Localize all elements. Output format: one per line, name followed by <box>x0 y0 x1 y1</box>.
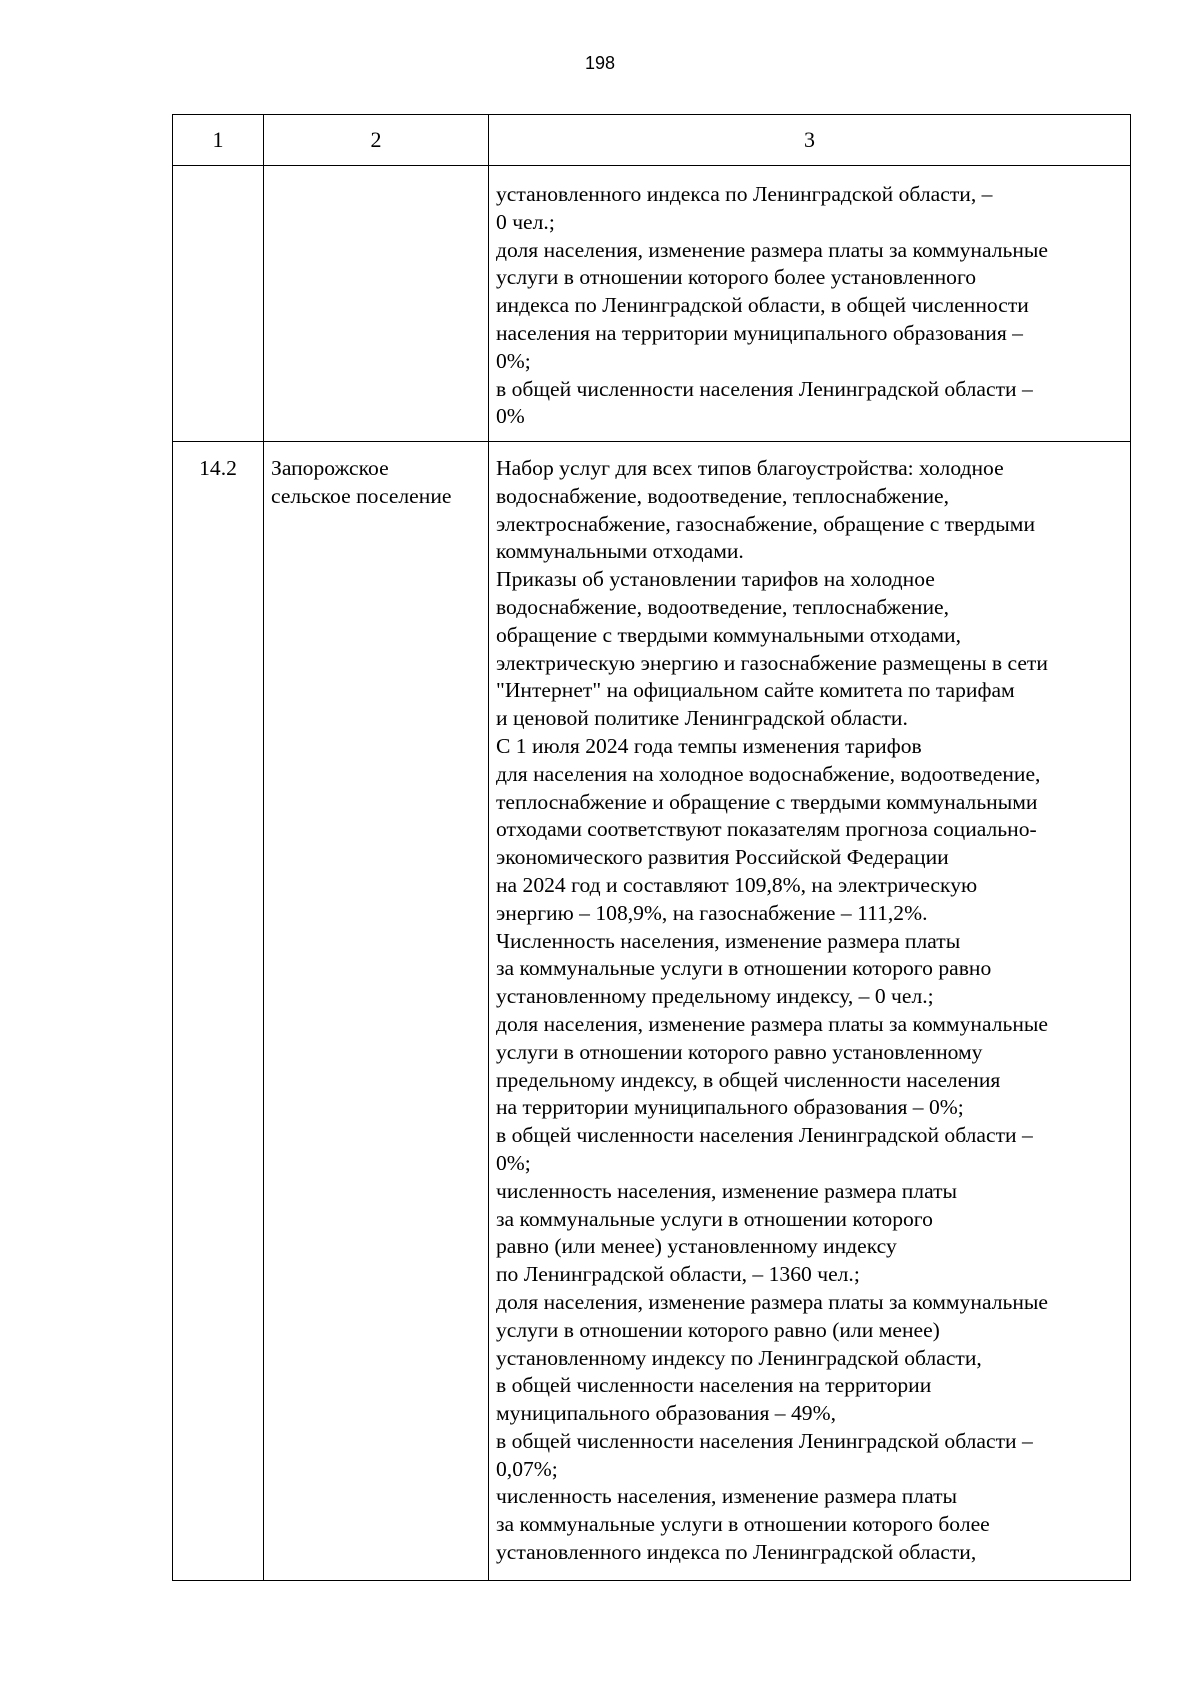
text-line: электрическую энергию и газоснабжение размещены в сети <box>496 650 1048 675</box>
row-number-cell <box>173 166 264 442</box>
text-line: в общей численности населения Ленинградской области – <box>496 376 1033 401</box>
text-line: на территории муниципального образования – 0%; <box>496 1095 964 1120</box>
text-line: услуги в отношении которого равно установленному <box>496 1039 983 1064</box>
row-name-cell <box>264 442 489 1581</box>
table-header-row <box>173 115 1131 166</box>
text-line: равно (или менее) установленному индексу <box>496 1234 897 1259</box>
table-row-continuation <box>173 166 1131 442</box>
text-line: установленному предельному индексу, – 0 чел.; <box>496 984 934 1009</box>
row-description-cell <box>489 442 1131 1581</box>
text-line: в общей численности населения Ленинградской области – <box>496 1428 1033 1453</box>
text-line: в общей численности населения на территории <box>496 1373 932 1398</box>
text-line: для населения на холодное водоснабжение, водоотведение, <box>496 761 1041 786</box>
text-line: установленному индексу по Ленинградской области, <box>496 1345 982 1370</box>
text-line: отходами соответствуют показателям прогноза социально- <box>496 817 1037 842</box>
text-line: Приказы об установлении тарифов на холодное <box>496 567 935 592</box>
text-line: численность населения, изменение размера платы <box>496 1178 958 1203</box>
text-line: коммунальными отходами. <box>496 539 744 564</box>
text-line: установленного индекса по Ленинградской области, – <box>496 182 993 206</box>
text-line: за коммунальные услуги в отношении которого равно <box>496 956 992 981</box>
description-text <box>489 442 1130 1567</box>
text-line: обращение с твердыми коммунальными отходами, <box>496 622 962 647</box>
row-description-cell <box>489 166 1131 442</box>
text-line: 0 чел.; <box>496 209 555 234</box>
text-line: доля населения, изменение размера платы за коммунальные <box>496 1011 1049 1036</box>
text-line: численность населения, изменение размера платы <box>496 1484 958 1509</box>
text-line: муниципального образования – 49%, <box>496 1401 836 1426</box>
text-line: в общей численности населения Ленинградской области – <box>496 1123 1033 1148</box>
text-line: Набор услуг для всех типов благоустройства: холодное <box>496 456 1004 480</box>
row-name-cell <box>264 166 489 442</box>
text-line: и ценовой политике Ленинградской области. <box>496 706 908 731</box>
text-line: Запорожское <box>271 456 389 480</box>
header-cell-3: 3 <box>489 115 1131 166</box>
text-line: теплоснабжение и обращение с твердыми коммунальными <box>496 789 1038 814</box>
header-cell-1: 1 <box>173 115 264 166</box>
text-line: населения на территории муниципального образования – <box>496 320 1023 345</box>
document-table <box>172 114 1131 1581</box>
settlement-name <box>264 442 488 511</box>
text-line: С 1 июля 2024 года темпы изменения тарифов <box>496 733 922 758</box>
table-row-14-2 <box>173 442 1131 1581</box>
text-line: за коммунальные услуги в отношении которого <box>496 1206 933 1231</box>
text-line: водоснабжение, водоотведение, теплоснабжение, <box>496 594 949 619</box>
text-line: доля населения, изменение размера платы за коммунальные <box>496 1289 1049 1314</box>
text-line: услуги в отношении которого равно (или менее) <box>496 1317 940 1342</box>
header-cell-2: 2 <box>264 115 489 166</box>
text-line: электроснабжение, газоснабжение, обращение с твердыми <box>496 511 1035 536</box>
description-text <box>489 166 1130 431</box>
text-line: предельному индексу, в общей численности населения <box>496 1067 1001 1092</box>
text-line: за коммунальные услуги в отношении которого более <box>496 1512 990 1537</box>
text-line: установленного индекса по Ленинградской области, <box>496 1540 977 1565</box>
row-number-cell <box>173 442 264 1581</box>
text-line: 0%; <box>496 348 531 373</box>
page-number: 198 <box>584 53 616 73</box>
text-line: водоснабжение, водоотведение, теплоснабжение, <box>496 483 949 508</box>
text-line: 0%; <box>496 1150 531 1175</box>
text-line: по Ленинградской области, – 1360 чел.; <box>496 1262 860 1287</box>
text-line: сельское поселение <box>271 483 452 508</box>
text-line: доля населения, изменение размера платы за коммунальные <box>496 237 1049 262</box>
text-line: услуги в отношении которого более установленного <box>496 265 977 290</box>
text-line: "Интернет" на официальном сайте комитета по тарифам <box>496 678 1015 703</box>
row-number: 14.2 <box>199 456 237 480</box>
text-line: энергию – 108,9%, на газоснабжение – 111,2%. <box>496 900 928 925</box>
text-line: на 2024 год и составляют 109,8%, на электрическую <box>496 872 978 897</box>
text-line: индекса по Ленинградской области, в общей численности <box>496 293 1029 318</box>
text-line: 0% <box>496 404 525 429</box>
text-line: Численность населения, изменение размера платы <box>496 928 961 953</box>
text-line: экономического развития Российской Федерации <box>496 845 949 870</box>
text-line: 0,07%; <box>496 1456 558 1481</box>
